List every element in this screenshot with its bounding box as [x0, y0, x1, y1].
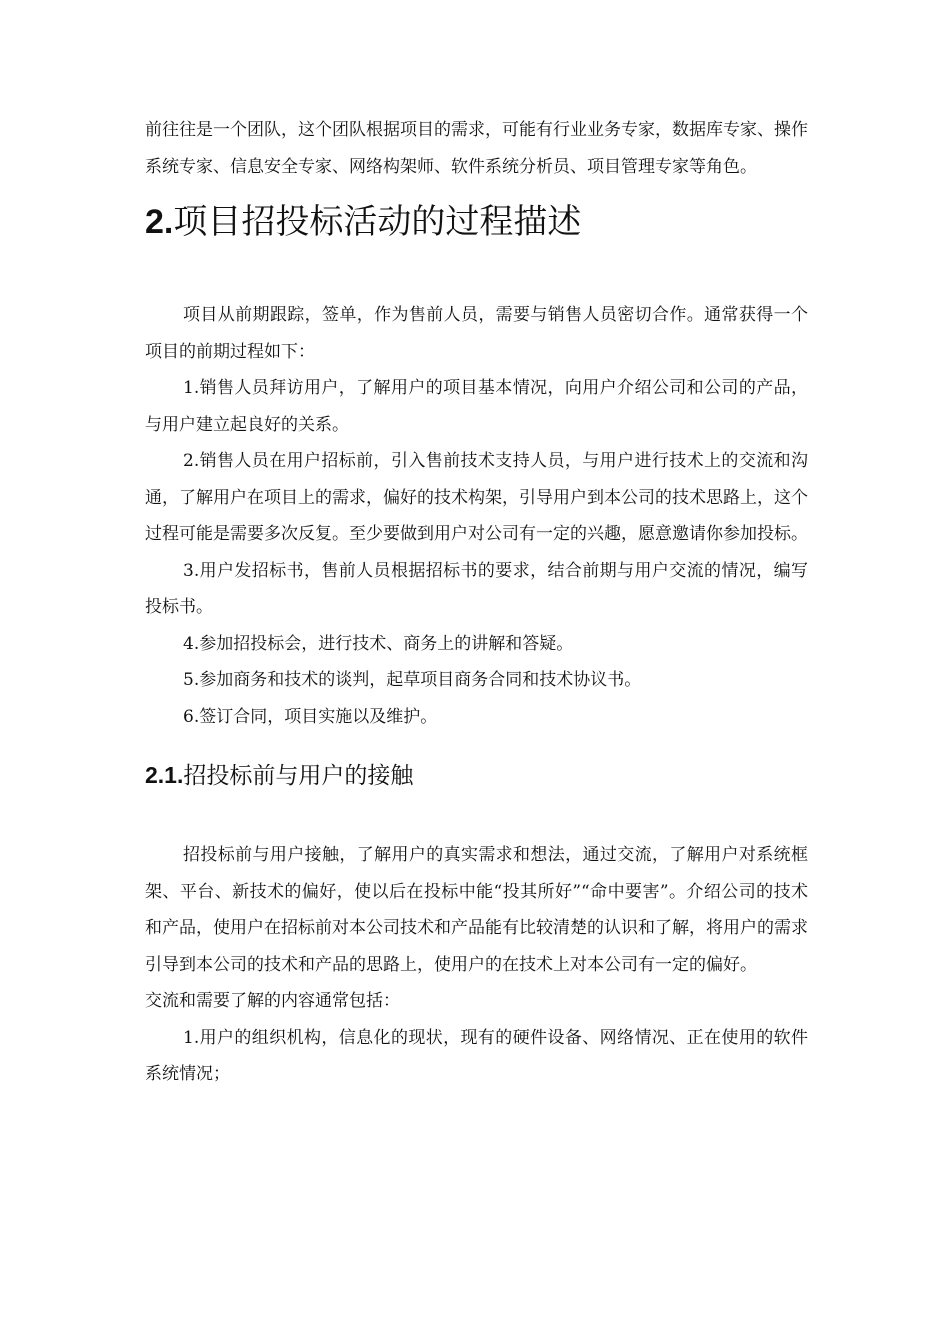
intro-paragraph: 前往往是一个团队，这个团队根据项目的需求，可能有行业业务专家，数据库专家、操作系统专家、信息安全专家、网络构架师、软件系统分析员、项目管理专家等角色。 [145, 120, 808, 177]
section-2-title: 项目招投标活动的过程描述 [173, 202, 582, 242]
step-4: 4.参加招投标会，进行技术、商务上的讲解和答疑。 [183, 633, 574, 654]
step-1: 1.销售人员拜访用户，了解用户的项目基本情况，向用户介绍公司和公司的产品，与用户建立起良好的关系。 [145, 378, 808, 435]
step-6: 6.签订合同，项目实施以及维护。 [183, 706, 438, 727]
step-5: 5.参加商务和技术的谈判，起草项目商务合同和技术协议书。 [183, 670, 642, 690]
section-2-1-title: 招投标前与用户的接触 [183, 763, 414, 789]
section-2-heading [145, 199, 808, 245]
section-2-1-number: 2.1. [145, 762, 184, 788]
section-2-number: 2. [145, 203, 174, 241]
section-2-1-list-intro: 交流和需要了解的内容通常包括： [145, 991, 400, 1011]
section-2-1-heading [145, 759, 808, 792]
list-item-1: 1.用户的组织机构，信息化的现状，现有的硬件设备、网络情况、正在使用的软件系统情况； [145, 1027, 808, 1084]
step-3: 3.用户发招标书，售前人员根据招标书的要求，结合前期与用户交流的情况，编写投标书。 [145, 560, 808, 617]
step-2: 2.销售人员在用户招标前，引入售前技术支持人员，与用户进行技术上的交流和沟通，了解用户在项目上的需求，偏好的技术构架，引导用户到本公司的技术思路上，这个过程可能是需要多次反复。至少要做到用户对公司有一定的兴趣，愿意邀请你参加投标。 [145, 451, 808, 544]
document-page [145, 112, 808, 1093]
section-2-1-paragraph: 招投标前与用户接触，了解用户的真实需求和想法，通过交流，了解用户对系统框架、平台、新技术的偏好，使以后在投标中能“投其所好”“命中要害”。介绍公司的技术和产品，使用户在招标前对本公司技术和产品能有比较清楚的认识和了解，将用户的需求引导到本公司的技术和产品的思路上，使用户的在技术上对本公司有一定的偏好。 [145, 845, 808, 975]
section-2-intro: 项目从前期跟踪，签单，作为售前人员，需要与销售人员密切合作。通常获得一个项目的前期过程如下： [145, 305, 808, 362]
